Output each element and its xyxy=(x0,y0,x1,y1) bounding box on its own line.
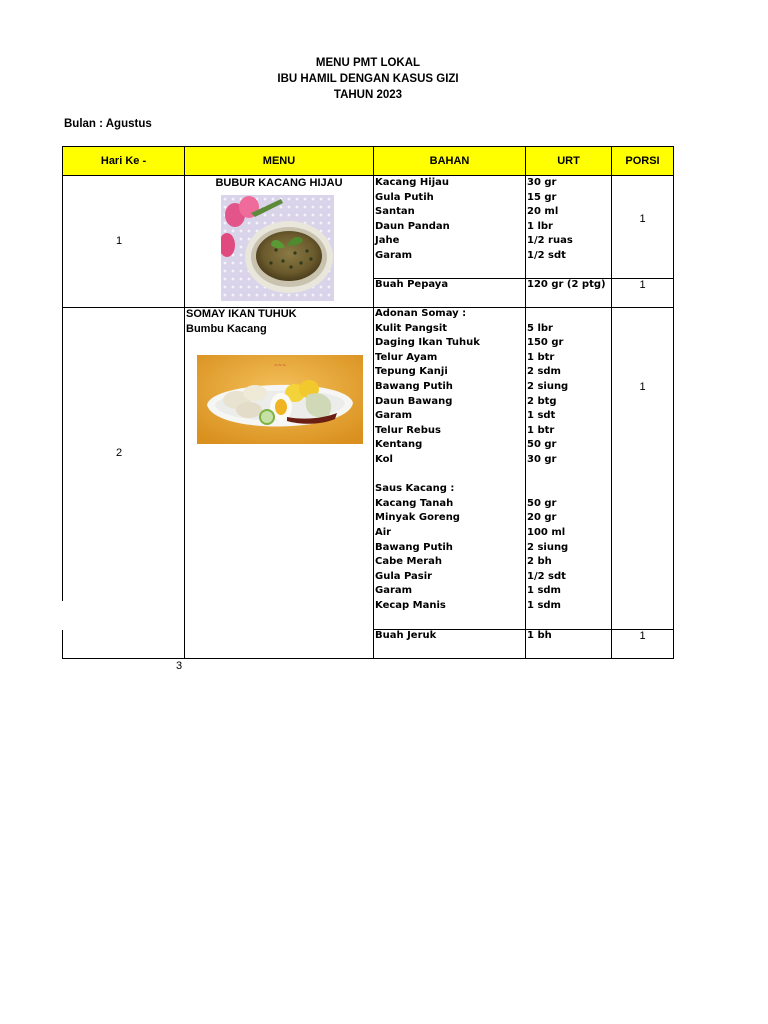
list-item: 30 gr xyxy=(527,453,557,465)
day2-hari: 2 xyxy=(116,447,123,459)
list-item: Bawang Putih xyxy=(375,541,453,553)
list-item: Daun Bawang xyxy=(375,395,453,407)
header-hari: Hari Ke - xyxy=(63,147,184,175)
list-item: 20 gr xyxy=(527,512,557,524)
group-title: Saus Kacang : xyxy=(375,483,455,495)
day2-fruit: Buah Jeruk xyxy=(375,630,437,641)
day2-porsi: 1 xyxy=(639,381,646,393)
list-item: 1 sdt xyxy=(527,410,556,422)
day1-urt-list xyxy=(527,176,573,264)
header-menu: MENU xyxy=(185,147,373,175)
day2-urt-list xyxy=(527,322,568,614)
list-item: 20 ml xyxy=(527,206,559,218)
list-item: Gula Putih xyxy=(375,191,434,203)
somay-ikan-tuhuk-photo xyxy=(197,355,363,444)
list-item: 1/2 ruas xyxy=(527,235,573,247)
title-line-1: MENU PMT LOKAL xyxy=(315,57,421,69)
list-item: 1 lbr xyxy=(527,220,553,232)
header-bahan: BAHAN xyxy=(374,147,525,175)
list-item: 1/2 sdt xyxy=(527,249,566,261)
list-item: 1 btr xyxy=(527,424,555,436)
list-item: Garam xyxy=(375,410,413,422)
list-item: Cabe Merah xyxy=(375,556,443,568)
header-urt: URT xyxy=(526,147,611,175)
list-item: Daun Pandan xyxy=(375,220,450,232)
day2-menu-sub: Bumbu Kacang xyxy=(186,323,267,335)
list-item: 1 sdm xyxy=(527,599,561,611)
group-title: Adonan Somay : xyxy=(375,308,467,319)
list-item: Bawang Putih xyxy=(375,380,453,392)
list-item: 1/2 sdt xyxy=(527,570,566,582)
list-item: Gula Pasir xyxy=(375,570,433,582)
list-item: Kecap Manis xyxy=(375,599,446,611)
list-item: Kol xyxy=(375,453,393,465)
list-item: Kacang Tanah xyxy=(375,497,454,509)
day1-menu-title: BUBUR KACANG HIJAU xyxy=(215,177,343,189)
title-line-2: IBU HAMIL DENGAN KASUS GIZI xyxy=(277,73,459,85)
list-item: 1 btr xyxy=(527,351,555,363)
list-item: Daging Ikan Tuhuk xyxy=(375,337,480,349)
day1-fruit-urt: 120 gr (2 ptg) xyxy=(527,279,606,290)
list-item: Kacang Hijau xyxy=(375,177,450,188)
list-item: 2 sdm xyxy=(527,366,561,378)
list-item: Jahe xyxy=(375,235,400,247)
list-item: 50 gr xyxy=(527,497,557,509)
day2-fruit-porsi: 1 xyxy=(639,630,646,642)
day1-bahan-list xyxy=(375,176,450,264)
svg-text:~~~: ~~~ xyxy=(273,363,287,369)
list-item: Tepung Kanji xyxy=(375,366,448,378)
list-item: Kentang xyxy=(375,439,423,451)
header-porsi: PORSI xyxy=(612,147,673,175)
list-item: 15 gr xyxy=(527,191,557,203)
list-item: Kulit Pangsit xyxy=(375,322,448,334)
bubur-kacang-hijau-photo xyxy=(221,195,334,301)
list-item: Telur Rebus xyxy=(375,424,441,436)
list-item: Telur Ayam xyxy=(375,351,438,363)
document-title xyxy=(0,55,736,103)
day2-fruit-urt: 1 bh xyxy=(527,630,552,641)
list-item: 2 btg xyxy=(527,395,557,407)
list-item: 2 siung xyxy=(527,541,569,553)
list-item: 30 gr xyxy=(527,177,557,188)
day1-porsi: 1 xyxy=(639,213,646,225)
day1-fruit: Buah Pepaya xyxy=(375,279,449,290)
list-item: 5 lbr xyxy=(527,322,553,334)
list-item: Garam xyxy=(375,249,413,261)
list-item: Air xyxy=(375,526,392,538)
day2-menu-title: SOMAY IKAN TUHUK xyxy=(186,308,297,320)
title-line-3: TAHUN 2023 xyxy=(333,89,403,101)
list-item: 1 sdm xyxy=(527,585,561,597)
day2-bahan-list xyxy=(375,307,480,613)
day1-hari: 1 xyxy=(116,235,123,247)
list-item: 150 gr xyxy=(527,337,564,349)
list-item: 2 bh xyxy=(527,556,552,568)
list-item: Santan xyxy=(375,206,415,218)
day1-fruit-porsi: 1 xyxy=(639,279,646,291)
list-item: 2 siung xyxy=(527,380,569,392)
list-item: Garam xyxy=(375,585,413,597)
month-label: Bulan : Agustus xyxy=(64,118,152,130)
list-item: Minyak Goreng xyxy=(375,512,460,524)
list-item: 100 ml xyxy=(527,526,566,538)
page-number: 3 xyxy=(176,660,183,672)
list-item: 50 gr xyxy=(527,439,557,451)
